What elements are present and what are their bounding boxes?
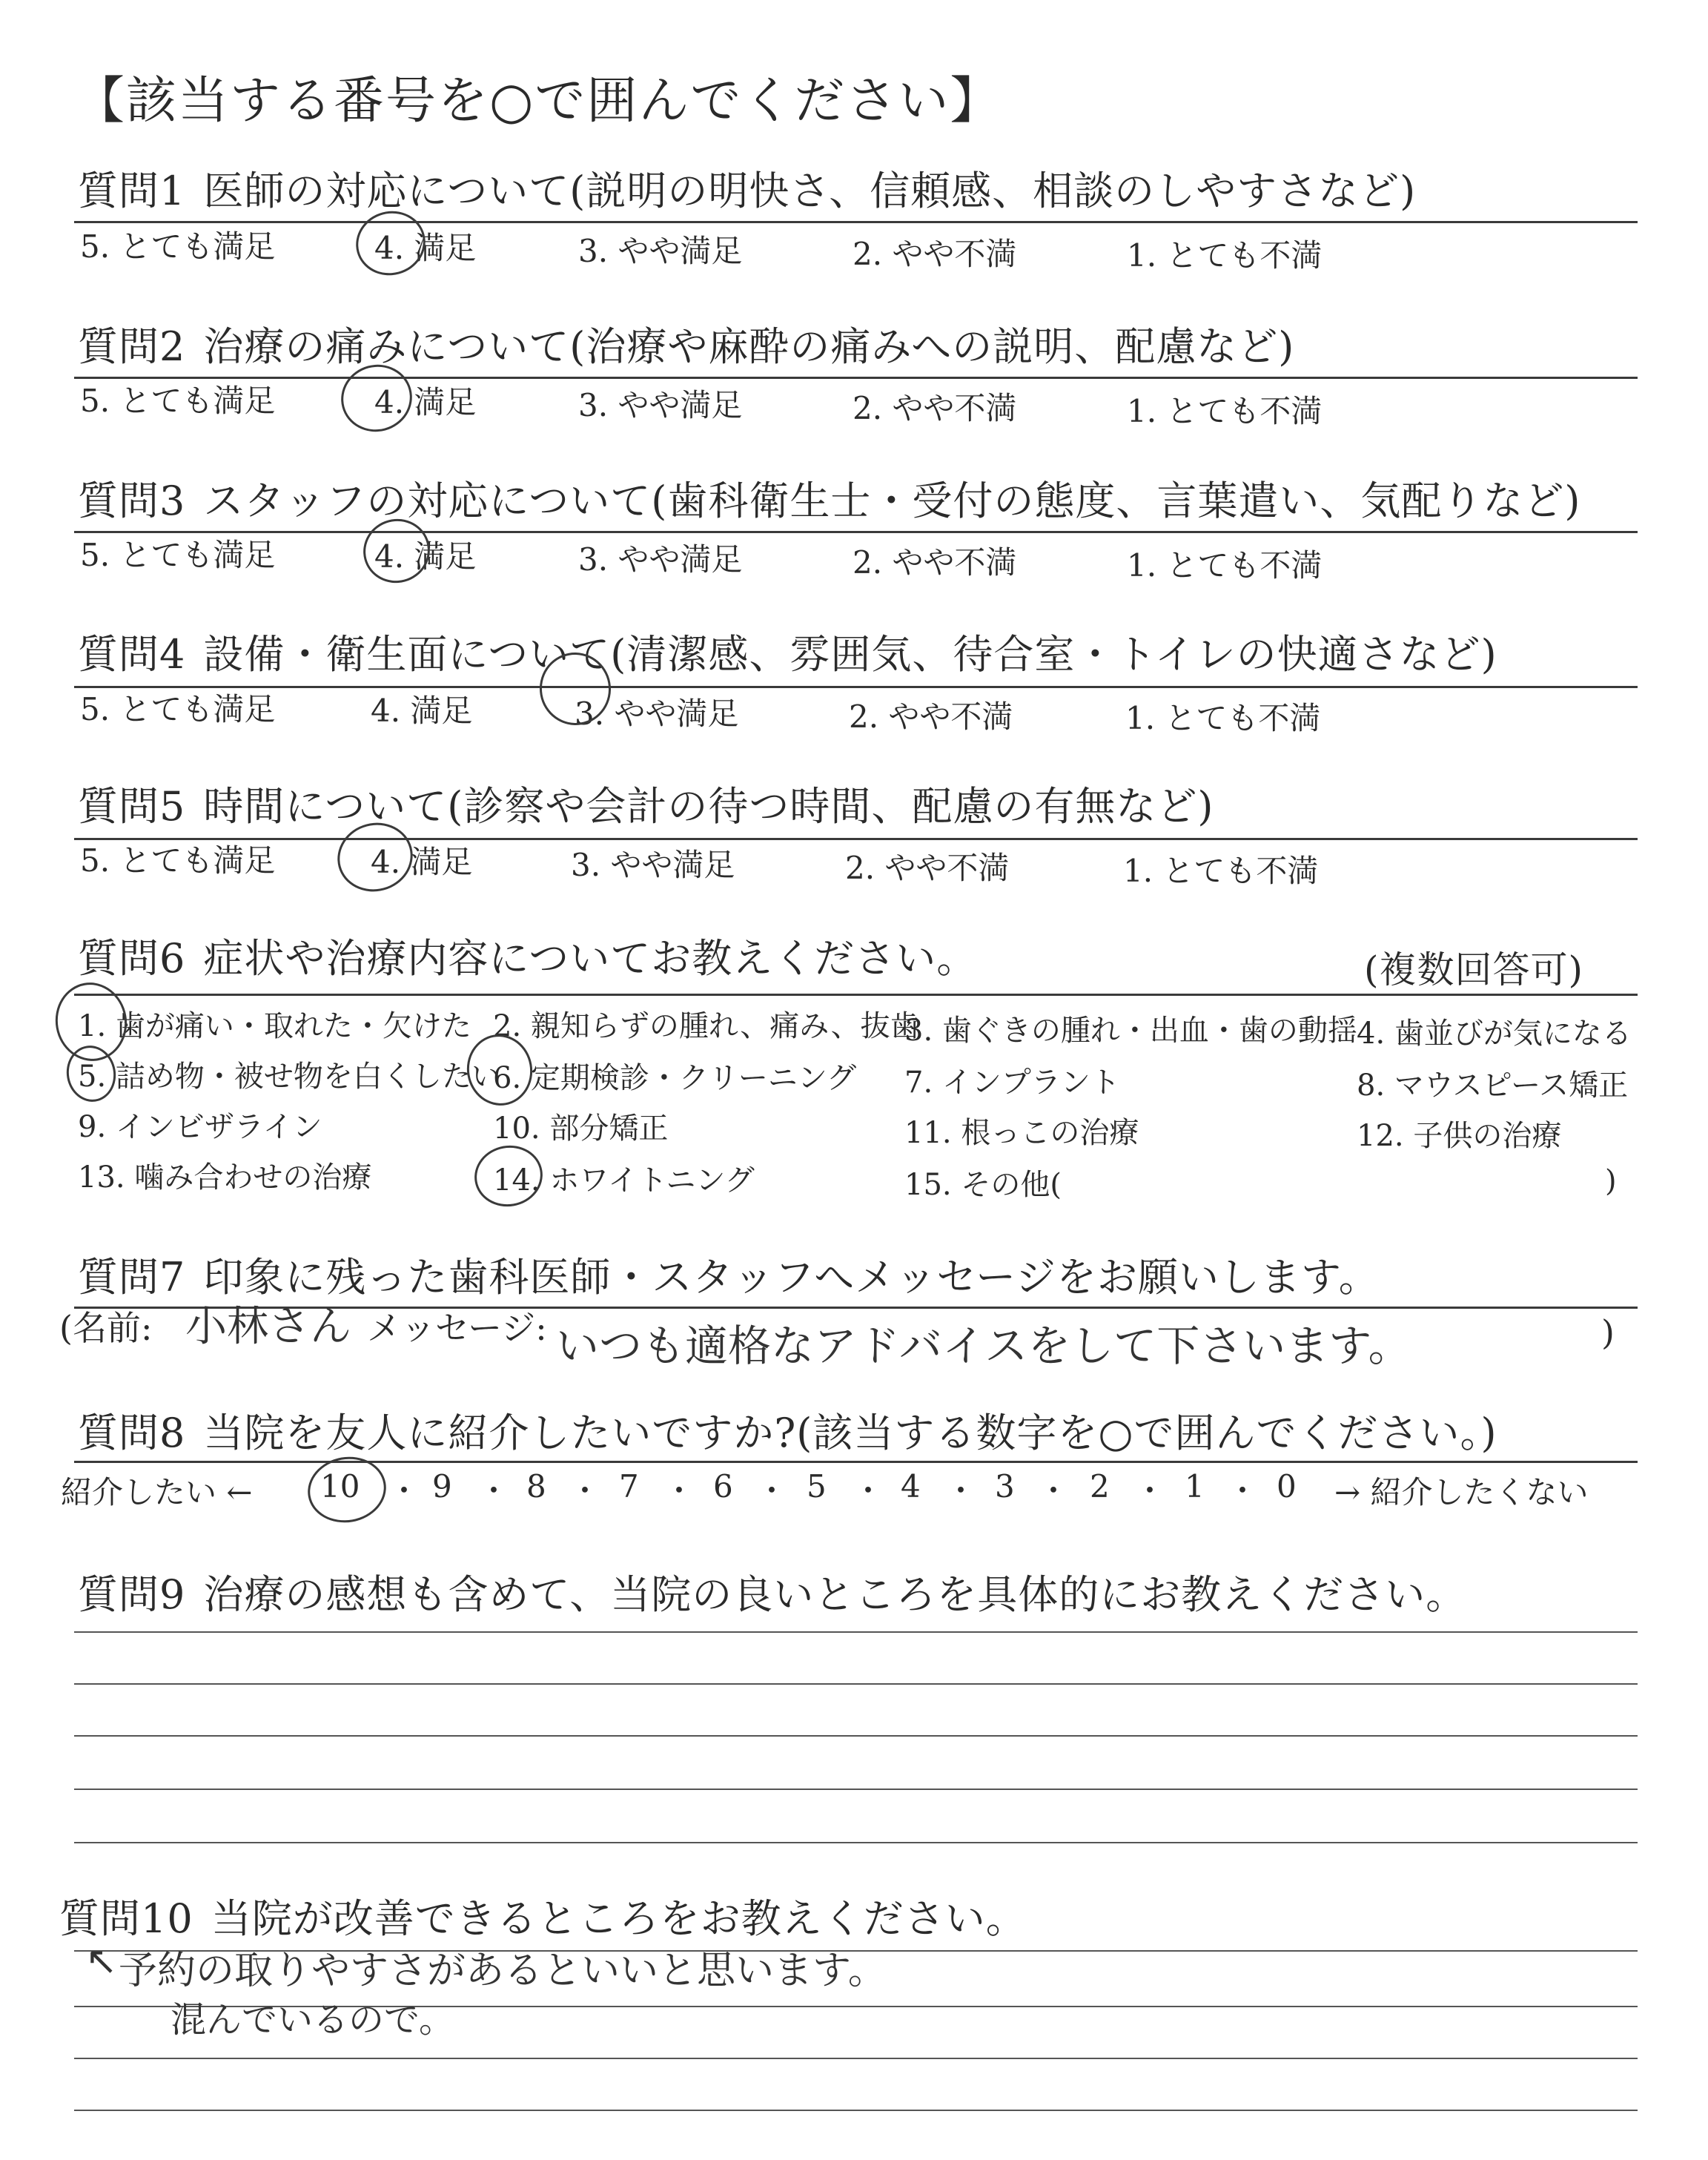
q2-option-4[interactable]: 4. 満足 — [374, 384, 477, 420]
scale-2[interactable]: 2 — [1090, 1468, 1110, 1505]
q6-option-15[interactable]: 15. その他( — [904, 1168, 1062, 1202]
question-text: 設備・衛生面について(清潔感、雰囲気、待合室・トイレの快適さなど) — [203, 631, 1497, 678]
question-number: 質問6 — [78, 935, 186, 982]
question-number: 質問8 — [78, 1410, 186, 1456]
q6-option-14[interactable]: 14. ホワイトニング — [493, 1163, 755, 1198]
scale-4[interactable]: 4 — [901, 1468, 921, 1505]
question-text: スタッフの対応について(歯科衛生士・受付の態度、言葉遣い、気配りなど) — [203, 478, 1581, 524]
question-9-title — [78, 1563, 1466, 1620]
q5-option-2[interactable]: 2. やや不満 — [845, 850, 1010, 886]
q6-option-3[interactable]: 3. 歯ぐきの腫れ・出血・歯の動揺 — [904, 1014, 1357, 1048]
q6-option-8[interactable]: 8. マウスピース矯正 — [1357, 1069, 1629, 1103]
question-text: 当院が改善できるところをお教えください。 — [211, 1895, 1027, 1942]
q1-option-1[interactable]: 1. とても不満 — [1127, 237, 1323, 274]
answer-line — [74, 1842, 1638, 1843]
scale-0[interactable]: 0 — [1277, 1468, 1297, 1505]
scale-8[interactable]: 8 — [526, 1468, 546, 1505]
q5-option-1[interactable]: 1. とても不満 — [1123, 853, 1319, 889]
q1-option-3[interactable]: 3. やや満足 — [578, 233, 743, 269]
answer-line — [74, 2058, 1638, 2059]
question-number: 質問10 — [59, 1895, 193, 1942]
q4-option-4[interactable]: 4. 満足 — [371, 693, 473, 729]
question-text: 症状や治療内容についてお教えください。 — [203, 935, 978, 982]
message-close: ) — [1601, 1312, 1615, 1353]
q6-option-12[interactable]: 12. 子供の治療 — [1357, 1119, 1562, 1153]
question-6-title — [78, 927, 977, 984]
form-title: 【該当する番号を○で囲んでください】 — [74, 72, 1002, 131]
scale-dot: ・ — [569, 1473, 601, 1509]
q6-option-13[interactable]: 13. 噛み合わせの治療 — [78, 1160, 372, 1195]
question-5-title — [78, 775, 1214, 832]
q6-option-7[interactable]: 7. インプラント — [904, 1066, 1120, 1100]
q4-option-3[interactable]: 3. やや満足 — [575, 696, 739, 732]
scale-9[interactable]: 9 — [432, 1468, 452, 1505]
q6-option-9[interactable]: 9. インビザライン — [78, 1110, 322, 1144]
divider — [74, 994, 1638, 996]
q6-option-5[interactable]: 5. 詰め物・被せ物を白くしたい — [78, 1060, 501, 1094]
question-4-title — [78, 623, 1497, 680]
scale-dot: ・ — [1038, 1473, 1070, 1509]
question-text: 治療の痛みについて(治療や麻酔の痛みへの説明、配慮など) — [203, 323, 1295, 370]
q3-option-5[interactable]: 5. とても満足 — [80, 537, 276, 573]
question-number: 質問1 — [78, 168, 186, 214]
q1-option-5[interactable]: 5. とても満足 — [80, 228, 276, 265]
divider — [74, 377, 1638, 379]
scale-3[interactable]: 3 — [995, 1468, 1015, 1505]
q4-option-5[interactable]: 5. とても満足 — [80, 691, 276, 727]
q6-other-close: ) — [1605, 1164, 1617, 1198]
q2-option-1[interactable]: 1. とても不満 — [1127, 393, 1323, 429]
scale-left-label: 紹介したい ← — [61, 1474, 253, 1510]
scale-dot: ・ — [388, 1473, 420, 1509]
improvement-answer-line2[interactable]: 混んでいるので。 — [171, 1999, 455, 2041]
caret-insert-icon: ↖ — [85, 1939, 118, 1984]
question-number: 質問2 — [78, 323, 186, 370]
question-number: 質問5 — [78, 783, 186, 830]
q5-option-5[interactable]: 5. とても満足 — [80, 842, 276, 879]
q3-option-1[interactable]: 1. とても不満 — [1127, 547, 1323, 584]
scale-dot: ・ — [853, 1473, 884, 1509]
scale-7[interactable]: 7 — [619, 1468, 639, 1505]
q1-option-2[interactable]: 2. やや不満 — [853, 236, 1017, 272]
scale-1[interactable]: 1 — [1185, 1468, 1205, 1505]
q2-option-3[interactable]: 3. やや満足 — [578, 387, 743, 423]
message-label: メッセージ: — [367, 1308, 547, 1348]
scale-dot: ・ — [478, 1473, 510, 1509]
q6-option-6[interactable]: 6. 定期検診・クリーニング — [493, 1061, 857, 1095]
question-number: 質問3 — [78, 478, 186, 524]
q5-option-4[interactable]: 4. 満足 — [371, 844, 473, 880]
question-number: 質問9 — [78, 1571, 186, 1618]
q6-option-2[interactable]: 2. 親知らずの腫れ、痛み、抜歯 — [493, 1009, 920, 1043]
scale-dot: ・ — [1134, 1473, 1166, 1509]
q5-option-3[interactable]: 3. やや満足 — [571, 847, 735, 883]
question-1-title — [78, 159, 1416, 217]
question-text: 当院を友人に紹介したいですか?(該当する数字を○で囲んでください。) — [203, 1410, 1497, 1456]
q3-option-4[interactable]: 4. 満足 — [374, 538, 477, 575]
question-number: 質問7 — [78, 1254, 186, 1301]
divider — [74, 686, 1638, 688]
scale-10[interactable]: 10 — [320, 1468, 360, 1505]
multiple-answers-note: (複数回答可) — [1364, 948, 1584, 991]
q6-option-1[interactable]: 1. 歯が痛い・取れた・欠けた — [78, 1009, 471, 1043]
scale-dot: ・ — [945, 1473, 977, 1509]
divider — [74, 531, 1638, 533]
scale-5[interactable]: 5 — [807, 1468, 827, 1505]
q2-option-2[interactable]: 2. やや不満 — [853, 390, 1017, 426]
staff-message[interactable]: いつも適格なアドバイスをして下さいます。 — [556, 1321, 1411, 1371]
scale-right-label: → 紹介したくない — [1334, 1474, 1589, 1510]
q1-option-4[interactable]: 4. 満足 — [374, 230, 477, 266]
answer-line — [74, 1735, 1638, 1737]
question-text: 時間について(診察や会計の待つ時間、配慮の有無など) — [203, 783, 1214, 830]
question-10-title — [59, 1887, 1027, 1944]
q3-option-3[interactable]: 3. やや満足 — [578, 541, 743, 578]
q4-option-2[interactable]: 2. やや不満 — [849, 698, 1013, 735]
q6-circle-14 — [470, 1140, 548, 1212]
question-text: 治療の感想も含めて、当院の良いところを具体的にお教えください。 — [203, 1571, 1467, 1618]
question-3-title — [78, 469, 1580, 526]
answer-line — [74, 1631, 1638, 1633]
answer-line — [74, 1789, 1638, 1790]
name-label: (名前: — [59, 1308, 153, 1348]
q6-option-11[interactable]: 11. 根っこの治療 — [904, 1116, 1139, 1150]
question-text: 印象に残った歯科医師・スタッフへメッセージをお願いします。 — [203, 1254, 1380, 1301]
q6-option-4[interactable]: 4. 歯並びが気になる — [1357, 1017, 1632, 1051]
question-2-title — [78, 315, 1294, 372]
divider — [74, 1461, 1638, 1463]
improvement-answer-line1[interactable]: 予約の取りやすさがあるといいと思います。 — [119, 1949, 887, 1993]
divider — [74, 838, 1638, 840]
staff-name[interactable]: 小林さん — [185, 1303, 351, 1351]
q6-option-10[interactable]: 10. 部分矯正 — [493, 1112, 669, 1146]
question-number: 質問4 — [78, 631, 186, 678]
scale-dot: ・ — [663, 1473, 695, 1509]
scale-6[interactable]: 6 — [713, 1468, 733, 1505]
question-text: 医師の対応について(説明の明快さ、信頼感、相談のしやすさなど) — [203, 168, 1417, 214]
q3-option-2[interactable]: 2. やや不満 — [853, 544, 1017, 581]
divider — [74, 221, 1638, 223]
q4-option-1[interactable]: 1. とても不満 — [1125, 700, 1321, 736]
scale-dot: ・ — [1227, 1473, 1259, 1509]
answer-line — [74, 2110, 1638, 2111]
answer-line — [74, 1683, 1638, 1685]
question-8-title — [78, 1401, 1497, 1459]
q2-option-5[interactable]: 5. とても満足 — [80, 383, 276, 419]
scale-dot: ・ — [756, 1473, 788, 1509]
